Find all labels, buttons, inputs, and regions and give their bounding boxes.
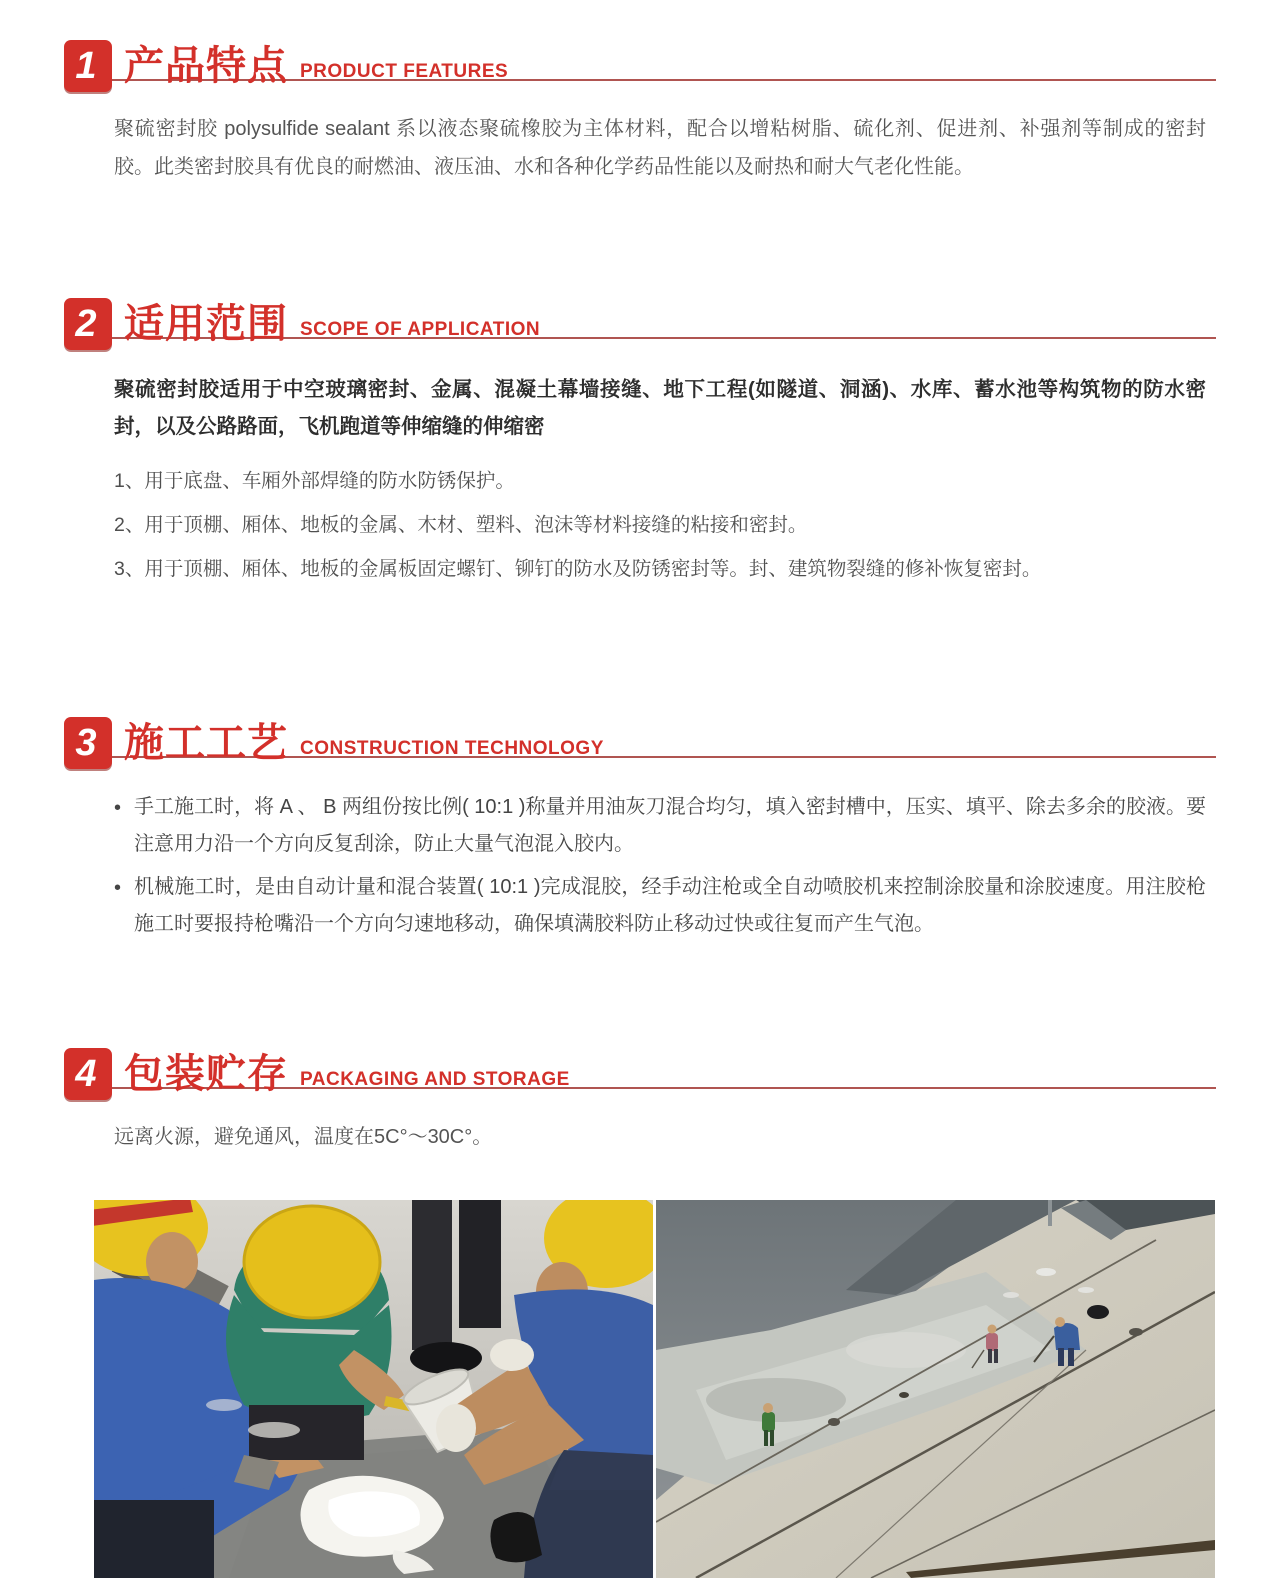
section-number-badge xyxy=(64,298,112,350)
photo-row xyxy=(94,1200,1216,1578)
section-construction-technology xyxy=(64,715,1216,943)
section-1-header xyxy=(64,38,1216,92)
section-number: 2 xyxy=(75,303,97,345)
section-number-badge xyxy=(64,717,112,769)
photo-concrete-slope xyxy=(656,1200,1215,1578)
paragraph: 聚硫密封胶 polysulfide sealant 系以液态聚硫橡胶为主体材料，配合以增粘树脂、硫化剂、促进剂、补强剂等制成的密封胶。此类密封胶具有优良的耐燃油、液压油、水和各种化学药品性能以及耐热和耐大气老化性能。 xyxy=(114,118,1206,178)
photo-workers-mixing-sealant xyxy=(94,1200,653,1578)
section-2-body xyxy=(114,372,1206,585)
section-subtitle: PACKAGING AND STORAGE xyxy=(300,1069,570,1091)
section-title: 包装贮存 xyxy=(124,1052,288,1097)
section-subtitle: CONSTRUCTION TECHNOLOGY xyxy=(300,738,604,760)
black-bag xyxy=(490,1512,542,1562)
section-number: 4 xyxy=(75,1053,97,1096)
photo-illustration-sealant xyxy=(94,1200,653,1578)
section-product-features xyxy=(64,0,1216,186)
section-3-header xyxy=(64,715,1216,769)
section-4-body xyxy=(114,1118,1206,1156)
section-subtitle: PRODUCT FEATURES xyxy=(300,61,509,82)
application-list xyxy=(114,466,1206,586)
list-item: 2、用于顶棚、厢体、地板的金属、木材、塑料、泡沫等材料接缝的粘接和密封。 xyxy=(114,513,808,536)
section-4-header xyxy=(64,1046,1216,1100)
list-item: • 机械施工时，是由自动计量和混合装置( 10:1 )完成混胶，经手动注枪或全自动喷胶机来控制涂胶量和涂胶速度。用注胶枪施工时要报持枪嘴沿一个方向匀速地移动，确保填满胶料防止移动过快或往复而产生气泡。 xyxy=(114,869,1206,943)
section-1-body xyxy=(114,110,1206,186)
section-title: 产品特点 xyxy=(124,44,288,88)
section-number-badge xyxy=(64,1048,112,1100)
section-number: 1 xyxy=(75,45,97,87)
list-item: 3、用于顶棚、厢体、地板的金属板固定螺钉、铆钉的防水及防锈密封等。封、建筑物裂缝的修补恢复密封。 xyxy=(114,558,1042,581)
section-subtitle: SCOPE OF APPLICATION xyxy=(300,319,541,340)
section-2-header xyxy=(64,296,1216,350)
section-scope-of-application xyxy=(64,296,1216,585)
construction-steps-list xyxy=(114,789,1206,943)
section-number-badge xyxy=(64,40,112,92)
lead-paragraph: 聚硫密封胶适用于中空玻璃密封、金属、混凝土幕墙接缝、地下工程(如隧道、洞涵)、水库、蓄水池等构筑物的防水密封，以及公路路面，飞机跑道等伸缩缝的伸缩密 xyxy=(114,378,1206,438)
section-3-body xyxy=(114,789,1206,943)
section-title: 施工工艺 xyxy=(124,721,288,766)
photo-illustration-slope xyxy=(656,1200,1215,1578)
section-packaging-storage xyxy=(64,1046,1216,1156)
section-title: 适用范围 xyxy=(124,302,288,346)
list-item: • 手工施工时，将 A 、 B 两组份按比例( 10:1 )称量并用油灰刀混合均匀，填入密封槽中，压实、填平、除去多余的胶液。要注意用力沿一个方向反复刮涂，防止大量气泡混入胶内。 xyxy=(114,789,1206,863)
section-number: 3 xyxy=(75,722,97,765)
paragraph: 远离火源，避免通风，温度在5C°～30C°。 xyxy=(114,1126,493,1149)
list-item: 1、用于底盘、车厢外部焊缝的防水防锈保护。 xyxy=(114,469,515,492)
